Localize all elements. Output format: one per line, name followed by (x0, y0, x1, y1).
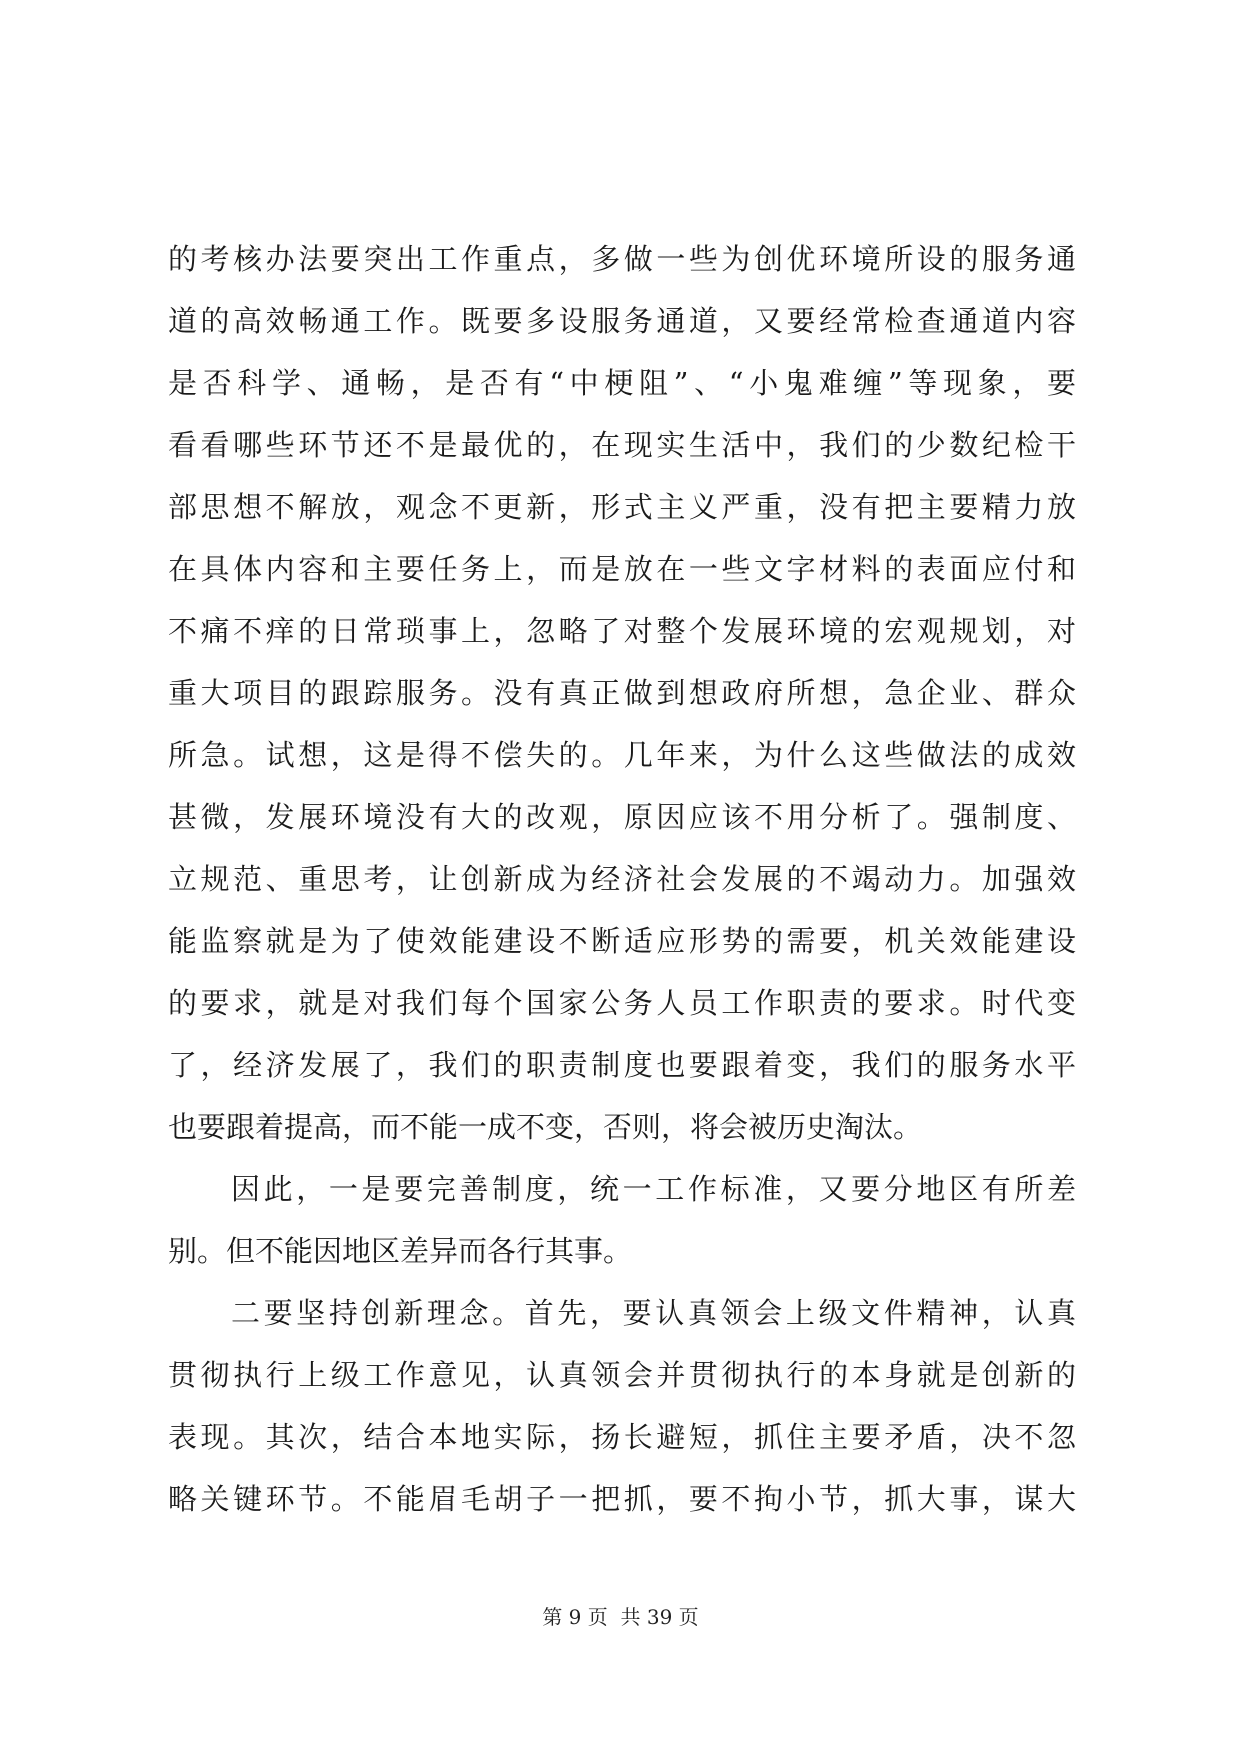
text-line: 所急。试想，这是得不偿失的。几年来，为什么这些做法的成效 (168, 738, 1076, 772)
text-line: 能监察就是为了使效能建设不断适应形势的需要，机关效能建设 (168, 924, 1076, 958)
body-text (168, 228, 1076, 1530)
text-line: 看看哪些环节还不是最优的，在现实生活中，我们的少数纪检干 (168, 428, 1076, 462)
page-number: 第 9 页 共 39 页 (542, 1605, 699, 1629)
text-line: 立规范、重思考，让创新成为经济社会发展的不竭动力。加强效 (168, 862, 1076, 896)
text-line: 也要跟着提高，而不能一成不变，否则，将会被历史淘汰。 (168, 1110, 923, 1144)
text-line: 贯彻执行上级工作意见，认真领会并贯彻执行的本身就是创新的 (168, 1358, 1076, 1392)
text-line: 的考核办法要突出工作重点，多做一些为创优环境所设的服务通 (168, 242, 1076, 276)
text-line: 了，经济发展了，我们的职责制度也要跟着变，我们的服务水平 (168, 1048, 1076, 1082)
text-line: 道的高效畅通工作。既要多设服务通道，又要经常检查通道内容 (168, 304, 1076, 338)
paragraph-first-line: 二要坚持创新理念。首先，要认真领会上级文件精神，认真 (231, 1296, 1076, 1330)
text-line: 的要求，就是对我们每个国家公务人员工作职责的要求。时代变 (168, 986, 1076, 1020)
text-line: 在具体内容和主要任务上，而是放在一些文字材料的表面应付和 (168, 552, 1076, 586)
text-line: 重大项目的跟踪服务。没有真正做到想政府所想，急企业、群众 (168, 676, 1076, 710)
text-line: 表现。其次，结合本地实际，扬长避短，抓住主要矛盾，决不忽 (168, 1420, 1076, 1454)
text-line: 部思想不解放，观念不更新，形式主义严重，没有把主要精力放 (168, 490, 1076, 524)
paragraph-first-line: 因此，一是要完善制度，统一工作标准，又要分地区有所差 (231, 1172, 1076, 1206)
text-line: 是否科学、通畅，是否有“中梗阻”、“小鬼难缠”等现象，要 (168, 366, 1076, 400)
page-footer (0, 1603, 1241, 1631)
text-line: 甚微，发展环境没有大的改观，原因应该不用分析了。强制度、 (168, 800, 1076, 834)
text-line: 略关键环节。不能眉毛胡子一把抓，要不拘小节，抓大事，谋大 (168, 1482, 1076, 1516)
text-line: 别。但不能因地区差异而各行其事。 (168, 1234, 633, 1268)
text-line: 不痛不痒的日常琐事上，忽略了对整个发展环境的宏观规划，对 (168, 614, 1076, 648)
